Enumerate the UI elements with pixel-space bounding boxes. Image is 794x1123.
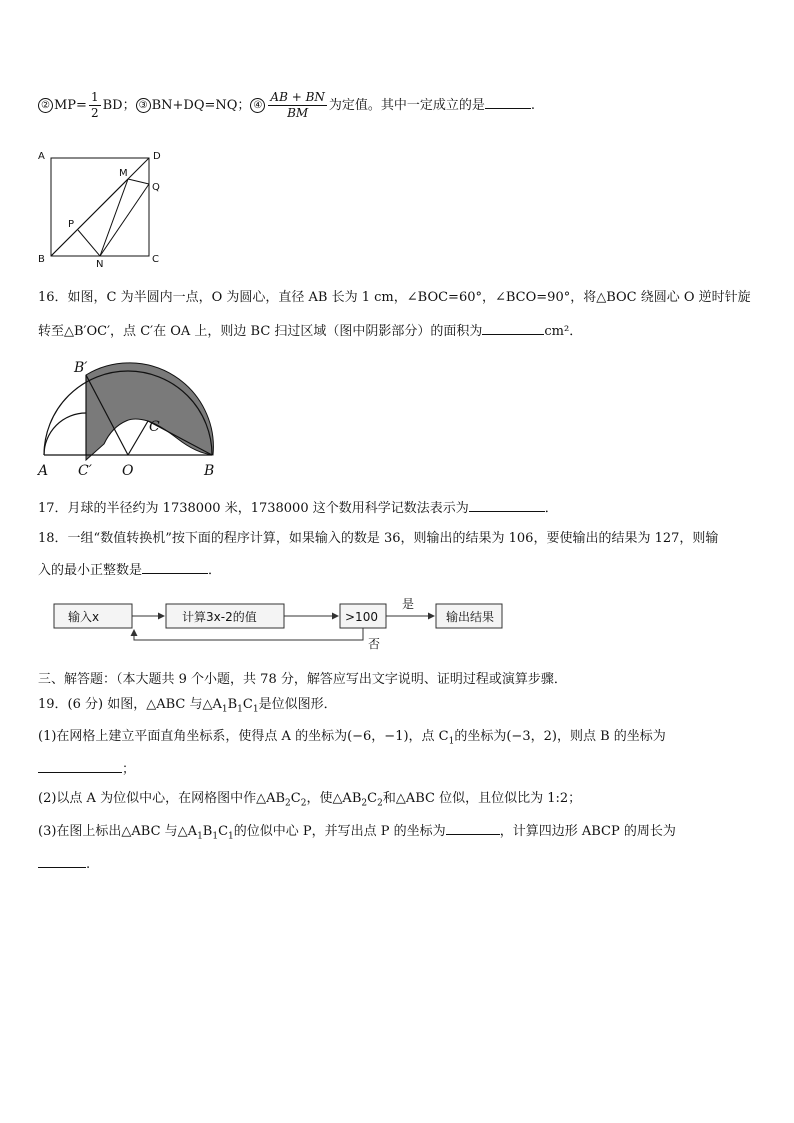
label-m: M (119, 168, 128, 179)
segment-nq (100, 184, 149, 256)
segment-pn (78, 230, 100, 256)
answer-blank-19-3a (446, 822, 500, 835)
label-d: D (153, 151, 161, 162)
flow-no-text: 否 (368, 637, 381, 651)
half-numerator: 1 (90, 90, 99, 104)
circle-number-2: ② (38, 98, 53, 113)
q19-part-2: (2)以点 A 为位似中心，在网格图中作$\triangle AB_2C_2$，使$\triangle AB_2C_2$和△ABC 位似，且位似比为 1:2； (38, 791, 582, 809)
q19-p1-end: ； (122, 762, 136, 777)
q19-p3a: (3)在图上标出△ABC 与△A (38, 824, 198, 839)
ratio-numerator: AB + BN (270, 90, 325, 104)
label-c: C (152, 254, 159, 265)
q19-p3c: C (218, 824, 229, 839)
statement-3: BN+DQ=NQ； (151, 98, 251, 113)
circle-number-3: ③ (136, 98, 151, 113)
q19-part-1: (1)在网格上建立平面直角坐标系，使得点 A 的坐标为(−6，−1)，点 $C_1$的坐标为(−3，2)，则点 B 的坐标为 (38, 729, 666, 747)
flow-compute-text: 计算3x-2的值 (182, 610, 257, 624)
q16-line-2 (38, 322, 582, 341)
circle-number-4: ④ (250, 98, 265, 113)
label-n: N (96, 259, 104, 268)
conversion-flowchart (50, 592, 510, 652)
q19-p2d: C (367, 791, 378, 806)
answer-blank-16 (482, 322, 544, 335)
q16-line-1: 16．如图，C 为半圆内一点，O 为圆心，直径 AB 长为 1 cm，∠BOC=60°，∠BCO=90°，将△BOC 绕圆心 O 逆时针旋 (38, 290, 751, 305)
segment-oc (128, 421, 148, 455)
q19-part-3-answer (38, 855, 90, 874)
q19-intro-b: B (227, 697, 238, 712)
q19-intro-c: C (242, 697, 253, 712)
square-figure (34, 148, 164, 268)
label-c-fig16: C (149, 419, 160, 435)
q19-p3d: 的位似中心 P，并写出点 P 的坐标为 (233, 824, 446, 839)
bd-label: BD； (102, 98, 136, 113)
q16-unit: cm²． (544, 324, 583, 339)
q19-intro-a: 19．(6 分) 如图，△ABC 与△A (38, 697, 222, 712)
flow-input-text: 输入x (68, 610, 100, 624)
ratio-fraction (268, 90, 327, 121)
flow-condition-text: >100 (345, 610, 378, 624)
q19-p2a: (2)以点 A 为位似中心，在网格图中作△AB (38, 791, 286, 806)
q17-text: 17．月球的半径约为 1738000 米，1738000 这个数用科学记数法表示为 (38, 501, 469, 516)
q19-part-3: (3)在图上标出△ABC 与$\triangle A_1B_1C_1$的位似中心 P，并写出点 P 的坐标为 ，计算四边形 ABCP 的周长为 (38, 824, 676, 842)
label-b-fig16: B (204, 463, 215, 479)
answer-blank-17 (469, 499, 545, 512)
q15-end: . (530, 98, 536, 113)
q19-p2e: 和△ABC 位似，且位似比为 1:2； (382, 791, 582, 806)
inner-arc (44, 413, 86, 455)
flow-yes-text: 是 (402, 597, 415, 611)
semicircle-figure (34, 355, 224, 483)
q16-line-2-text: 转至△B′OC′，点 C′在 OA 上，则边 BC 扫过区域（图中阴影部分）的面积为 (38, 324, 483, 339)
label-p: P (68, 219, 75, 230)
q18-line-1: 18．一组“数值转换机”按下面的程序计算，如果输入的数是 36，则输出的结果为 106，要使输出的结果为 127，则输 (38, 531, 719, 546)
flow-output-text: 输出结果 (446, 610, 495, 624)
q18-line-2-text: 入的最小正整数是 (38, 563, 143, 578)
section-3-heading: 三、解答题：（本大题共 9 个小题，共 78 分，解答应写出文字说明、证明过程或演算步骤． (38, 672, 567, 687)
ratio-denominator: BM (287, 106, 309, 120)
mp-label: MP= (54, 98, 87, 113)
label-a-fig16: A (38, 463, 49, 479)
q19-p1b-text: 的坐标为(−3，2)，则点 B 的坐标为 (454, 729, 666, 744)
label-a: A (38, 151, 45, 162)
answer-blank-19-3b (38, 855, 86, 868)
label-o: O (122, 463, 134, 479)
q15-tail-line (38, 88, 535, 124)
segment-nm (100, 179, 128, 256)
q19-p3e: ，计算四边形 ABCP 的周长为 (499, 824, 676, 839)
segment-mq (128, 179, 149, 184)
answer-blank-19-1 (38, 760, 122, 773)
q19-part-1-answer (38, 760, 135, 779)
answer-blank-15 (485, 96, 531, 109)
arrow-loop-back (134, 628, 363, 640)
q19-p3-end: . (86, 857, 91, 872)
q17-line (38, 499, 558, 518)
segment-bm (51, 179, 128, 256)
q19-p1-text: (1)在网格上建立平面直角坐标系，使得点 A 的坐标为(−6，−1)，点 C (38, 729, 449, 744)
half-denominator: 2 (90, 106, 99, 120)
label-q: Q (152, 182, 160, 193)
q19-intro: 19．(6 分) 如图，△ABC 与$\triangle A_1B_1C_1$是位似图形． (38, 697, 337, 715)
q17-end: ． (544, 501, 558, 516)
label-c-prime: C′ (78, 463, 92, 479)
q18-end: ． (208, 563, 222, 578)
q19-intro-d: 是位似图形． (258, 697, 337, 712)
q19-p3b: B (202, 824, 213, 839)
q15-tail-text: 为定值。其中一定成立的是 (328, 98, 485, 113)
half-fraction (89, 90, 101, 121)
label-b-prime: B′ (74, 360, 88, 376)
answer-blank-18 (142, 561, 208, 574)
q19-p2b: C (290, 791, 301, 806)
label-b: B (38, 254, 45, 265)
q19-p2c: ，使△AB (306, 791, 362, 806)
q18-line-2 (38, 561, 221, 580)
